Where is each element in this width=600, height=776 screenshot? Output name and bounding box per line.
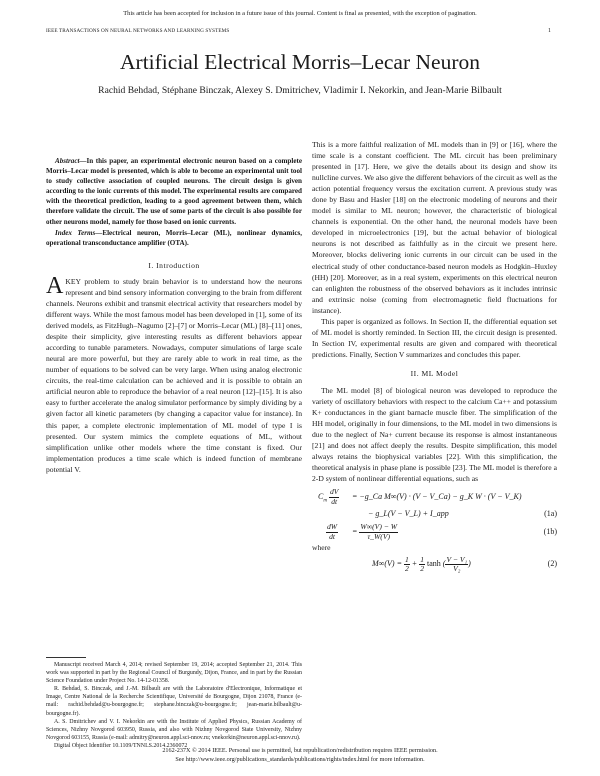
abstract [46, 156, 302, 227]
equation-2 [312, 553, 557, 575]
intro-paragraph-3: This paper is organized as follows. In Section II, the differential equation set of ML model is shortly reminded. In Section III, the circuit design is presented. In Section IV, experimental results are given and compared with theoretical predictions. Finally, Section V summarizes and concludes this paper. [312, 316, 557, 359]
intro-paragraph-1 [46, 272, 302, 475]
footnote-affiliation-2: A. S. Dmitrichev and V. I. Nekorkin are with the Institute of Applied Physics, Russian Academy of Sciences, Nizhny Novgorod 603950, Russia, and also with Nizhny Novgorod State University, Nizhny Novgorod 603155, Russia (e-mail: admitry@neuron.appl.sci-nnov.ru; vnekorkin@neuron.appl.sci-nnov.ru). [46, 718, 302, 741]
index-terms [46, 228, 302, 248]
copyright-notice [0, 746, 600, 764]
equation-1b-label: (1b) [543, 527, 557, 537]
intro-paragraph-2: This is a more faithful realization of ML models than in [9] or [16], where the time scale is a constant coefficient. The ML circuit has been preliminary presented in [17]. Here, we give the details about its design and show its nullcline curves. We also give the different behaviors of the circuit as well as the action potential frequency versus the excitation current. A previous study was done by Basu and Hasler [18] on the electronic modeling of neurons and their model is similar to ML neuron; however, the characteristic of biological channels is exponential. On the other hand, the neuronal models have been developed in microelectronics [19], but the actual behavior of biological neurons is not described as faithfully as in the circuit we present here. Moreover, blocks delivering ionic currents in our circuit can be used in the electrical study of other conductance-based neuron models as Hodgkin–Huxley (HH) [20]. Moreover, as in a real system, experiments on this electrical neuron can enlighten the robustness of the observed behaviors as it includes intrinsic and extrinsic noise (coming from electromagnetic field fluctuations for instance). [312, 140, 557, 315]
equation-1a-rhs-line-2: − g_L(V − V_L) + I_app [368, 509, 449, 519]
equation-1a-rhs-line-1: = −g_Ca M∞(V) · (V − V_Ca) − g_K W · (V − V_K) [352, 492, 522, 502]
copyright-line-2: See http://www.ieee.org/publications_standards/publications/rights/index.html for more information. [175, 756, 425, 763]
left-column [46, 156, 302, 475]
journal-name: IEEE TRANSACTIONS ON NEURAL NETWORKS AND LEARNING SYSTEMS [46, 28, 230, 34]
index-terms-text: Electrical neuron, Morris–Lecar (ML), nonlinear dynamics, operational transconductance amplifier (OTA). [46, 228, 302, 247]
index-terms-label: Index Terms— [55, 228, 103, 237]
equation-1a-lhs: $C_m$ $\frac{dV}{dt}$ [318, 487, 339, 507]
copyright-line-1: 2162-237X © 2014 IEEE. Personal use is permitted, but republication/redistribution requires IEEE permission. [162, 747, 438, 754]
author-list: Rachid Behdad, Stéphane Binczak, Alexey S. Dmitrichev, Vladimir I. Nekorkin, and Jean-Marie Bilbault [98, 85, 502, 96]
equation-1a [312, 488, 557, 505]
footnotes [46, 661, 302, 750]
where-text: where [312, 543, 331, 553]
drop-cap: A [46, 272, 64, 299]
section-heading-introduction: I. Introduction [148, 260, 200, 270]
equation-1b-rhs: = $\frac{W\infty(V) - W}{\tau\_W(V)}$ [352, 522, 398, 542]
ml-model-paragraph: The ML model [8] of biological neuron was developed to reproduce the variety of oscillatory behaviors with respect to the calcium Ca++ and potassium K+ conductances in the giant barnacle muscle fiber. The simplification of the HH model, originally in four dimensions, to the ML model in two dimensions is due to the neglect of Na+ current because its response is almost instantaneous [21] and does not affect deeply the results. Despite simplification, this model always retains the biophysical variables [22]. With this simplification, the theoretical analysis in phase plane is possible [23]. The ML model is therefore a 2-D system of nonlinear differential equations, such as [312, 385, 557, 484]
abstract-text: In this paper, an experimental electronic neuron based on a complete Morris–Lecar model is presented, which is able to become an experimental unit tool to study collective association of coupled neurons. The circuit design is given according to the ionic currents of this model. The experimental results are compared with the theoretical prediction, leading to a good agreement between them, which therefore validate the circuit. The use of some parts of the circuit is also possible for other neurons model, namely for those based on ionic currents. [46, 157, 302, 226]
footnote-affiliation-1: R. Behdad, S. Binczak, and J.-M. Bilbault are with the Laboratoire d'Electronique, Informatique et Image, Centre National de la Recherche Scientifique, Université de Bourgogne, Dijon 21078, France (e-mail: rachid.behdad@u-bourgogne.fr; stephane.binczak@u-bourgogne.fr; jean-marie.bilbault@u-bourgogne.fr). [46, 686, 302, 717]
section-heading-ml-model: II. ML Model [410, 368, 459, 378]
equation-1a-continued [312, 505, 557, 522]
footnote-manuscript: Manuscript received March 4, 2014; revised September 19, 2014; accepted September 21, 2014. This work was supported in part by the Regional Council of Burgundy, Dijon, France, and in part by the Russian Science Foundation under Project No. 14-12-01358. [46, 662, 302, 685]
equation-1b [312, 522, 557, 542]
page-number: 1 [548, 28, 551, 34]
acceptance-notice: This article has been accepted for inclusion in a future issue of this journal. Content is final as presented, with the exception of pagination. [123, 10, 477, 17]
equation-1a-label: (1a) [544, 509, 557, 519]
equation-2-label: (2) [547, 559, 557, 569]
equation-1b-lhs: $\frac{dW}{dt}$ [327, 522, 338, 542]
right-column [312, 139, 557, 575]
paper-title: Artificial Electrical Morris–Lecar Neuron [120, 50, 480, 74]
equation-1a-derivative: $\frac{dV}{dt}$ [329, 487, 339, 507]
footnote-doi: Digital Object Identifier 10.1109/TNNLS.2014.2360072 [54, 742, 188, 749]
equation-2-expression: M∞(V) = $\frac{1}{2}$ + $\frac{1}{2}$ tanh ( $\frac{\text{V − V₁}}{\text{V₂}}$ ) [372, 554, 471, 574]
intro-paragraph-1-text: KEY problem to study brain behavior is to understand how the neurons represent and bind sensory information converging to the brain from different channels. Neurons exhibit and transmit electrical activity that researchers model by different ways. While the most famous model has been developed in [1], some of its derived models, as FitzHugh–Nagumo [2]–[7] or Morris–Lecar (ML) [8]–[11] ones, despite their simplicity, give interesting results as different behaviors appear according to tunable parameters. Nowadays, computer simulations of large scale neural are more powerful, but they are rarely able to work in real time, as the number of equations to be solved can be very large. When using analog electronic circuits, the real-time calculation can be achieved and it is possible to obtain an artificial neuron able to reproduce the behavior of a real neuron [12]–[15]. It is also easy to further accelerate the analog simulator performance by simply dividing by a given factor all kinetic parameters (by changing a capacitor value for instance). In this paper, a complete electronic implementation of ML model of type I is presented. Our system mimics the complete equations of ML, without simplification unlike other models where the time constant is fixed. Our implementation produces a time scale which is indeed function of membrane potential V. [46, 276, 302, 474]
abstract-label: Abstract— [55, 157, 87, 165]
footnote-divider [46, 657, 86, 658]
